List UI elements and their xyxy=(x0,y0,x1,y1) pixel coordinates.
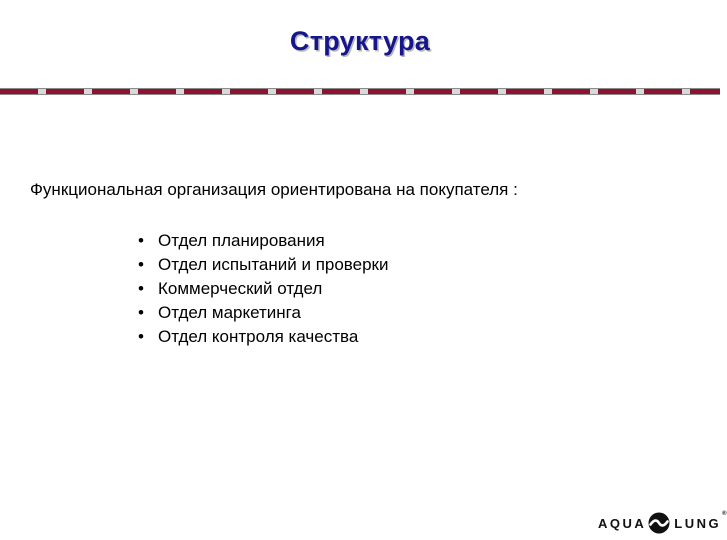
list-item xyxy=(138,301,389,325)
logo-text-left: AQUA xyxy=(598,515,647,531)
list-item-label: Коммерческий отдел xyxy=(158,279,323,298)
list-item xyxy=(138,325,389,349)
department-list xyxy=(138,229,389,349)
bullet-icon: • xyxy=(138,327,144,346)
bullet-icon: • xyxy=(138,303,144,322)
list-item xyxy=(138,229,389,253)
slide-title: Структура xyxy=(289,26,431,56)
logo-text-right: LUNG xyxy=(674,515,722,531)
list-item xyxy=(138,277,389,301)
list-item-label: Отдел контроля качества xyxy=(158,327,359,346)
list-item xyxy=(138,253,389,277)
bullet-icon: • xyxy=(138,279,144,298)
list-item-label: Отдел испытаний и проверки xyxy=(158,255,389,274)
aqualung-logo xyxy=(598,511,727,535)
title-divider-stripe xyxy=(0,88,720,95)
list-item-label: Отдел планирования xyxy=(158,231,325,250)
bullet-icon: • xyxy=(138,255,144,274)
registered-mark: ® xyxy=(722,511,727,517)
wave-circle-icon xyxy=(648,512,670,534)
list-item-label: Отдел маркетинга xyxy=(158,303,301,322)
bullet-icon: • xyxy=(138,231,144,250)
intro-text: Функциональная организация ориентирована на покупателя : xyxy=(30,180,518,199)
